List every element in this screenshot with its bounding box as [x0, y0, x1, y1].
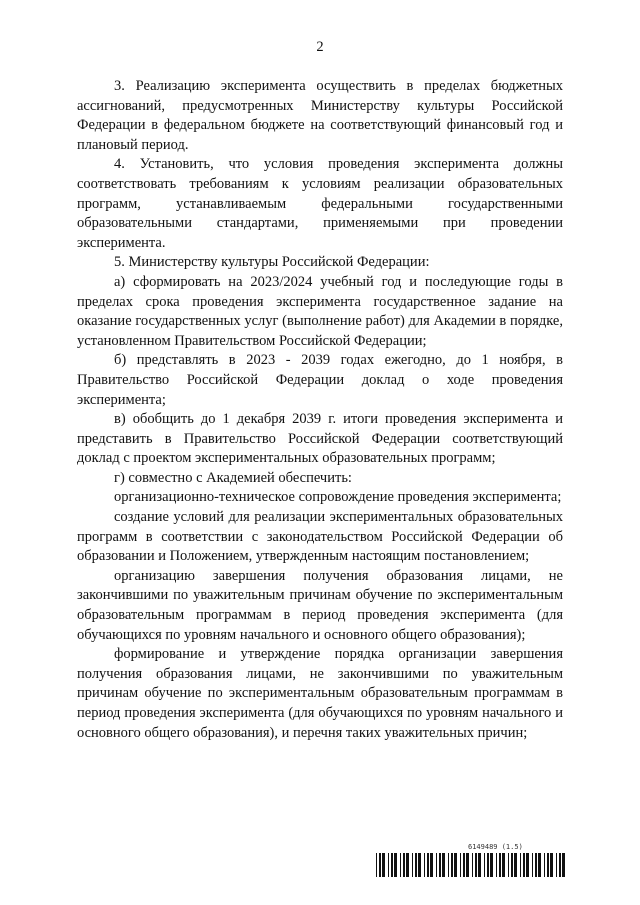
barcode-bar — [403, 853, 405, 877]
barcode-bar — [511, 853, 513, 877]
barcode-bar — [550, 853, 553, 877]
barcode-bar — [532, 853, 533, 877]
paragraph-4-conditions: 4. Установить, что условия проведения эксперимента должны соответствовать требованиям к условиям реализации образовательных программ, устанавливаемым федеральными государственными образовательными стандартами, применяемыми при проведении эксперимента. — [77, 156, 563, 251]
page-number: 2 — [316, 39, 324, 55]
barcode-bar — [502, 853, 505, 877]
barcode-bar — [436, 853, 437, 877]
document-body — [77, 77, 563, 743]
barcode-bar — [454, 853, 457, 877]
barcode-bar — [499, 853, 501, 877]
barcode-bar — [379, 853, 381, 877]
barcode-bar — [535, 853, 537, 877]
barcode-bar — [418, 853, 421, 877]
barcode-bar — [388, 853, 389, 877]
document-footer — [376, 843, 566, 879]
barcode-bar — [556, 853, 557, 877]
barcode-bar — [427, 853, 429, 877]
barcode-bar — [484, 853, 485, 877]
list-item-completion: организацию завершения получения образования лицами, не закончившими по уважительным причинам обучение по экспериментальным образовательным программам в период проведения эксперимента (для обучающихся по уровням начального и основного общего образования); — [77, 567, 563, 643]
barcode-bar — [406, 853, 409, 877]
barcode-bar — [439, 853, 441, 877]
barcode-bar — [400, 853, 401, 877]
barcode-bar — [487, 853, 489, 877]
barcode-bar — [514, 853, 517, 877]
barcode-bar — [544, 853, 545, 877]
barcode-icon — [376, 853, 566, 877]
barcode-bar — [475, 853, 477, 877]
barcode-bar — [415, 853, 417, 877]
barcode-bar — [430, 853, 433, 877]
barcode-bar — [562, 853, 565, 877]
barcode-bar — [466, 853, 469, 877]
subparagraph-b: б) представлять в 2023 - 2039 годах ежегодно, до 1 ноября, в Правительство Российской Федерации доклад о ходе проведения эксперимента; — [77, 352, 563, 408]
list-item-conditions: создание условий для реализации экспериментальных образовательных программ в соответствии с законодательством Российской Федерации об образовании и Положением, утвержденным настоящим постановлением; — [77, 509, 563, 565]
barcode-bar — [490, 853, 493, 877]
barcode-bar — [376, 853, 377, 877]
barcode-bar — [508, 853, 509, 877]
list-item-procedure: формирование и утверждение порядка организации завершения получения образования лицами, не закончившими по уважительным причинам обучение по экспериментальным образовательным программам в период проведения эксперимента (для обучающихся по уровням начального и основного общего образования), и перечня таких уважительных причин; — [77, 646, 563, 741]
paragraph-3-budget: 3. Реализацию эксперимента осуществить в пределах бюджетных ассигнований, предусмотренных Министерству культуры Российской Федерации в федеральном бюджете на соответствующий финансовый год и плановый период. — [77, 78, 563, 153]
barcode-bar — [382, 853, 385, 877]
barcode-bar — [526, 853, 529, 877]
barcode-bar — [424, 853, 425, 877]
barcode-bar — [520, 853, 521, 877]
barcode-bar — [448, 853, 449, 877]
barcode-bar — [451, 853, 453, 877]
barcode-bar — [538, 853, 541, 877]
barcode-bar — [391, 853, 393, 877]
barcode-bar — [472, 853, 473, 877]
paragraph-5-ministry: 5. Министерству культуры Российской Федерации: — [114, 254, 430, 271]
barcode-bar — [442, 853, 445, 877]
barcode-bar — [496, 853, 497, 877]
barcode-bar — [478, 853, 481, 877]
barcode-bar — [394, 853, 397, 877]
barcode-bar — [559, 853, 561, 877]
subparagraph-g: г) совместно с Академией обеспечить: — [114, 469, 352, 486]
subparagraph-v: в) обобщить до 1 декабря 2039 г. итоги проведения эксперимента и представить в Правительство Российской Федерации соответствующий доклад с проектом экспериментальных образовательных программ; — [77, 411, 563, 467]
barcode-label: 6149489 (1.5) — [468, 843, 523, 851]
barcode-bar — [412, 853, 413, 877]
list-item-support: организационно-техническое сопровождение проведения эксперимента; — [114, 489, 562, 506]
barcode-bar — [460, 853, 461, 877]
subparagraph-a: а) сформировать на 2023/2024 учебный год и последующие годы в пределах срока проведения эксперимента государственное задание на оказание государственных услуг (выполнение работ) для Академии в порядке, установленном Правительством Российской Федерации; — [77, 273, 563, 349]
barcode-bar — [463, 853, 465, 877]
barcode-bar — [523, 853, 525, 877]
barcode-bar — [547, 853, 549, 877]
